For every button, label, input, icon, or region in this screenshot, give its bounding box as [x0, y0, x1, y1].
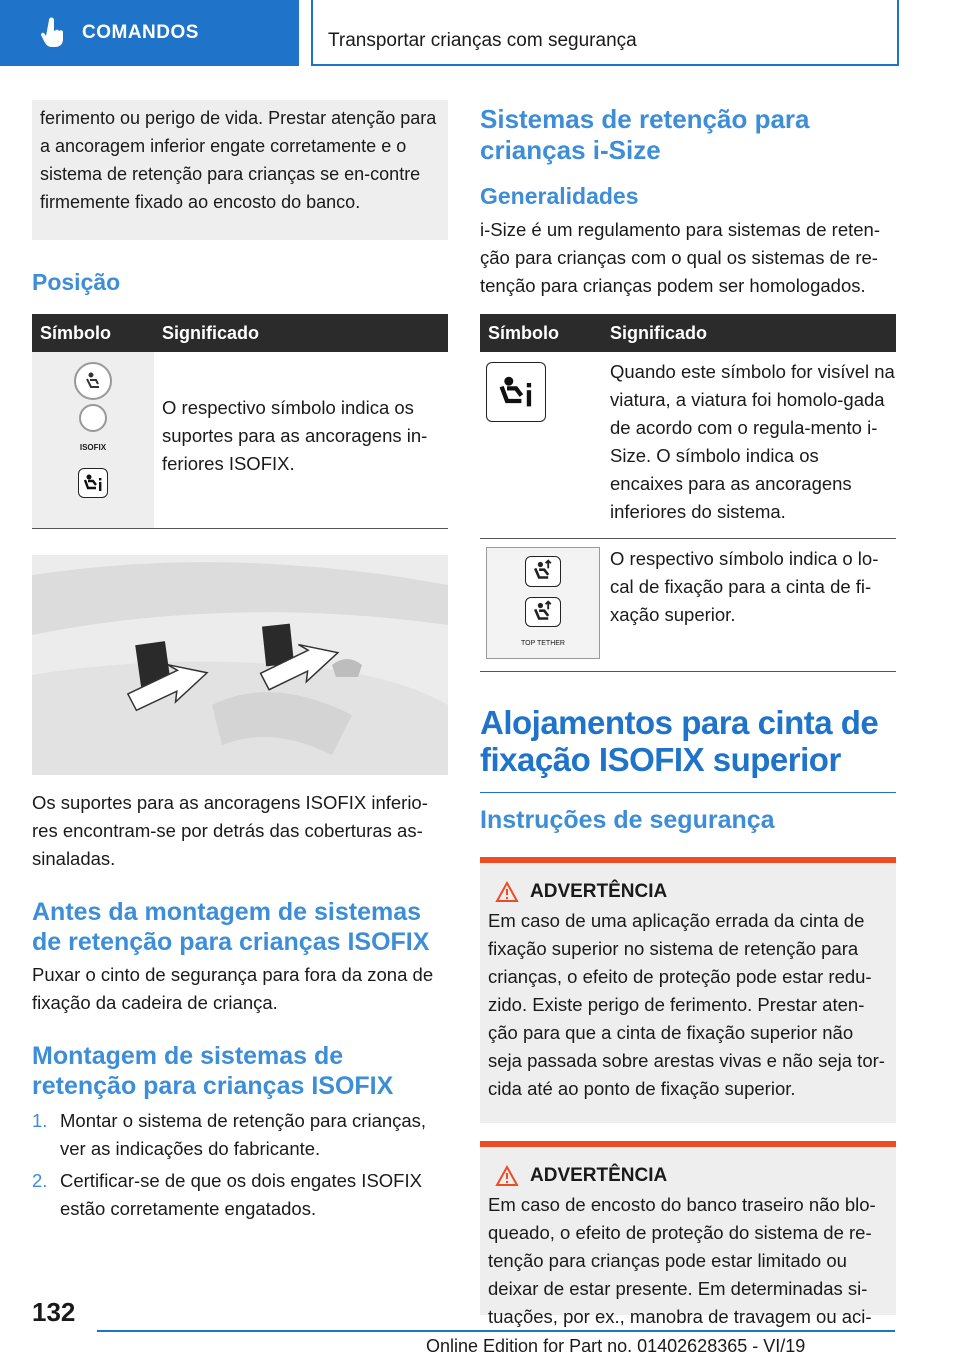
table-row: [32, 352, 448, 529]
warning-text: Em caso de encosto do banco traseiro não blo-queado, o efeito de proteção do sistema de re-tenção para crianças pode estar limitado ou deixar de estar presente. Em determinadas si-tuações, por ex., manobra de travagem ou aci-: [488, 1194, 876, 1327]
hand-pointer-icon: [36, 16, 70, 50]
antes-text: Puxar o cinto de segurança para fora da zona de fixação da cadeira de criança.: [32, 964, 434, 1013]
antes-heading: Antes da montagem de sistemas de retenção para crianças ISOFIX: [32, 898, 430, 956]
warning-title: ADVERTÊNCIA: [530, 1165, 668, 1186]
list-item: [32, 1107, 448, 1163]
generalidades-heading: Generalidades: [480, 183, 639, 209]
isofix-symbol-cell: [32, 352, 154, 529]
isize-seat-icon: [486, 362, 546, 422]
steps-list: [32, 1107, 448, 1223]
isofix-small-icon: [79, 404, 107, 432]
list-item: [32, 1167, 448, 1223]
symbol-table-isofix: [32, 314, 448, 529]
warning-box: [480, 857, 896, 1123]
chapter-header: [311, 0, 899, 66]
step-text: Certificar-se de que os dois engates ISOFIX estão corretamente engatados.: [60, 1170, 422, 1219]
table-header-meaning: Significado: [154, 314, 448, 352]
top-tether-label: TOP TETHER: [521, 640, 565, 647]
section-tab[interactable]: [0, 0, 299, 66]
edition-text: Online Edition for Part no. 01402628365 - VI/19: [426, 1336, 806, 1356]
tether-seat-icon-2: [525, 597, 561, 628]
step-number: 2.: [32, 1170, 48, 1191]
table-header-symbol: Símbolo: [480, 314, 602, 352]
note-text: ferimento ou perigo de vida. Prestar atenção para a ancoragem inferior engate corretamente e o sistema de retenção para crianças se en-contre firmemente fixado ao encosto do banco.: [40, 108, 437, 212]
warning-triangle-icon: [496, 882, 518, 902]
montagem-heading: Montagem de sistemas de retenção para crianças ISOFIX: [32, 1042, 394, 1100]
left-column: [32, 100, 448, 1223]
warning-title-row: [496, 881, 888, 903]
table-row: [480, 352, 896, 539]
chapter-title: Transportar crianças com segurança: [328, 30, 637, 51]
isofix-label: ISOFIX: [79, 443, 107, 452]
warning-text: Em caso de uma aplicação errada da cinta de fixação superior no sistema de retenção para crianças, o efeito de proteção pode estar redu-zido. Existe perigo de ferimento. Prestar aten-ção para que a cinta de fixação superior não seja passada sobre arestas vivas e não seja tor-cida até ao ponto de fixação superior.: [488, 910, 885, 1099]
top-tether-icon: [486, 547, 600, 659]
table-header-symbol: Símbolo: [32, 314, 154, 352]
isize-heading: Sistemas de retenção para crianças i-Size: [480, 104, 810, 165]
warning-box-2: [480, 1141, 896, 1327]
warning-title-row: [496, 1165, 888, 1187]
rear-seat-photo: [32, 555, 448, 775]
photo-caption: Os suportes para as ancoragens ISOFIX inferio-res encontram-se por detrás das coberturas as-sinaladas.: [32, 792, 428, 869]
isize-meaning: Quando este símbolo for visível na viatura, a viatura foi homolo-gada de acordo com o regula-mento i-Size. O símbolo indica os encaixes para as ancoragens inferiores do sistema.: [610, 361, 895, 522]
alojamentos-heading: Alojamentos para cinta de fixação ISOFIX superior: [480, 704, 896, 793]
note-box: [32, 100, 448, 240]
table-row: [480, 539, 896, 672]
isize-symbol-cell: [480, 352, 602, 539]
page-number: 132: [32, 1297, 76, 1327]
generalidades-text: i-Size é um regulamento para sistemas de reten-ção para crianças com o qual os sistemas de re-tenção para crianças podem ser homologados.: [480, 219, 880, 296]
isofix-round-icon: [74, 362, 112, 400]
isofix-meaning: O respectivo símbolo indica os suportes para as ancoragens in-feriores ISOFIX.: [162, 397, 428, 474]
symbol-table-isize: [480, 314, 896, 672]
footer-divider: [97, 1330, 895, 1332]
posicao-heading: Posição: [32, 269, 121, 295]
table-header-meaning: Significado: [602, 314, 896, 352]
isize-seat-icon: [78, 468, 108, 498]
tether-seat-icon: [525, 556, 561, 587]
right-column: [480, 100, 896, 1327]
top-tether-meaning: O respectivo símbolo indica o lo-cal de fixação para a cinta de fi-xação superior.: [610, 548, 879, 625]
step-text: Montar o sistema de retenção para crianças, ver as indicações do fabricante.: [60, 1110, 427, 1159]
instrucoes-heading: Instruções de segurança: [480, 806, 775, 834]
top-tether-symbol-cell: [480, 539, 602, 672]
warning-title: ADVERTÊNCIA: [530, 881, 668, 902]
step-number: 1.: [32, 1110, 48, 1131]
warning-triangle-icon: [496, 1166, 518, 1186]
section-label: COMANDOS: [82, 22, 199, 43]
